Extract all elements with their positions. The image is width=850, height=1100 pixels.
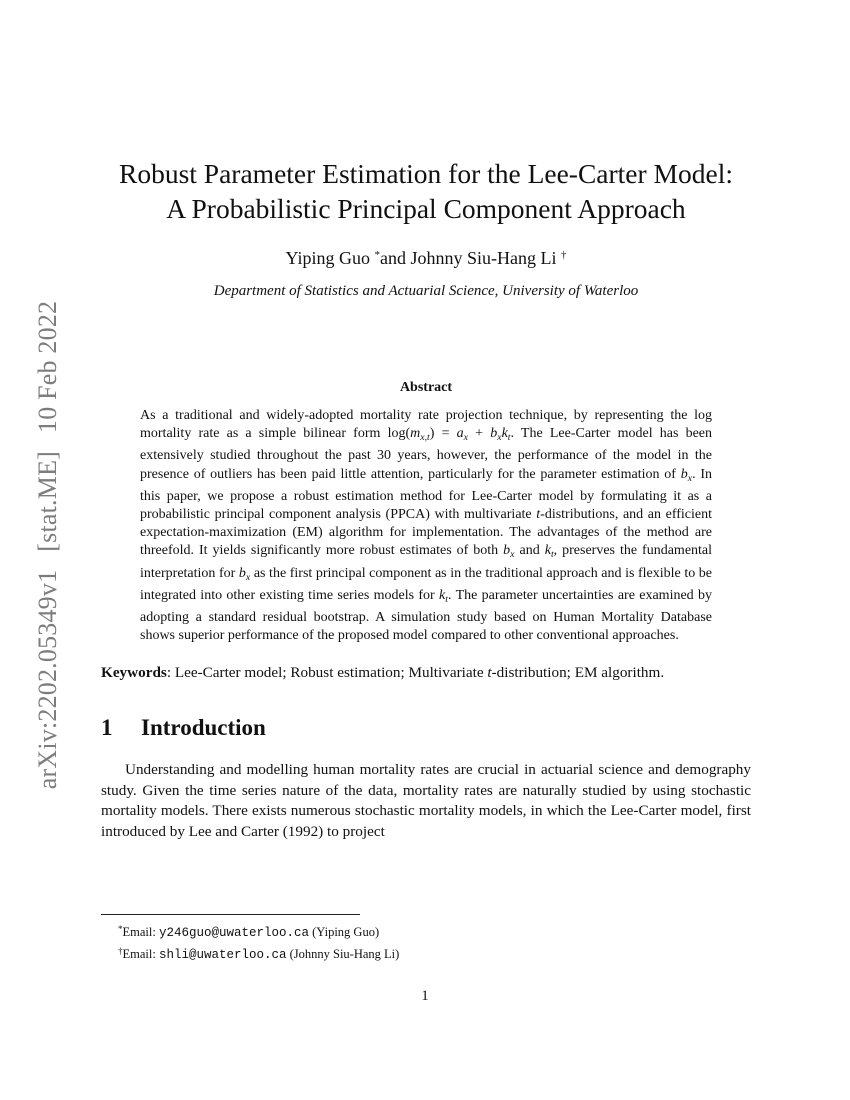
author-1: Yiping Guo (285, 248, 370, 268)
section-title: Introduction (141, 715, 266, 741)
author-2: Johnny Siu-Hang Li (410, 248, 557, 268)
affiliation: Department of Statistics and Actuarial Science, University of Waterloo (213, 283, 639, 299)
footnote-1-email: y246guo@uwaterloo.ca (158, 926, 309, 940)
symbol-t: t (536, 507, 541, 523)
footnote-1-label: Email: (122, 925, 159, 939)
keywords (101, 663, 751, 683)
footnote-2-email: shli@uwaterloo.ca (158, 948, 287, 962)
footnote-1-name: (Yiping Guo) (308, 925, 380, 939)
abstract-heading: Abstract (399, 380, 453, 395)
author-2-footnote-mark: † (561, 249, 567, 261)
abstract-text-4: -distributions, and an efficient expectation-maximization (EM) algorithm for implementation. The advantages of the method are threefold. It yields significantly more robust estimates of both (140, 507, 713, 559)
symbol-kt: $k_t$ (439, 587, 448, 605)
symbol-t: t (487, 664, 492, 682)
footnote-divider (101, 914, 360, 915)
arxiv-identifier-stamp (33, 301, 63, 789)
equation-lee-carter: $\log(m_{x,t}) = a_x + b_xk_t$ (387, 426, 511, 444)
footnote-2-mark: † (118, 946, 123, 956)
abstract-text-2: . The Lee-Carter model has been extensively studied throughout the past 30 years, however, the performance of the model in the presence of outliers has been paid little attention, particularly for the parameter estimation of (140, 426, 713, 482)
section-number: 1 (101, 715, 113, 741)
paper-page (101, 150, 751, 842)
footnote-2-label: Email: (122, 947, 159, 961)
symbol-bx: $b_x$ (238, 565, 251, 583)
abstract-text-6: , preserves the fundamental interpretation for (140, 543, 713, 581)
arxiv-id: arXiv:2202.05349v1 (33, 569, 62, 790)
title-line-1: Robust Parameter Estimation for the Lee-Carter Model: (119, 158, 733, 189)
paper-title (101, 156, 751, 226)
abstract-body (140, 407, 712, 645)
symbol-kt: $k_t$ (544, 543, 554, 561)
author-1-footnote-mark: * (374, 249, 380, 261)
section-heading-introduction (101, 715, 751, 741)
abstract-text-1: As a traditional and widely-adopted mortality rate projection technique, by representing the log mortality rate as a simple bilinear form (140, 408, 712, 442)
symbol-bx: $b_x$ (680, 466, 693, 484)
arxiv-category: [stat.ME] (33, 450, 62, 552)
symbol-bx: $b_x$ (503, 543, 515, 561)
footnote-1-mark: * (118, 924, 123, 934)
keywords-text-2: -distribution; EM algorithm. (491, 664, 665, 682)
footnote-1 (118, 920, 399, 942)
keywords-label: Keywords (101, 664, 167, 682)
introduction-paragraph: Understanding and modelling human mortality rates are crucial in actuarial science and demography study. Given the time series nature of the data, mortality rates are naturally studied by using stochastic mortality models. There exists numerous stochastic mortality models, in which the Lee-Carter model, first introduced by Lee and Carter (1992) to project (101, 761, 751, 840)
abstract-text-7: as the first principal component as in the traditional approach and is flexible to be integrated into other existing time series models for (140, 565, 713, 603)
footnote-2-name: (Johnny Siu-Hang Li) (286, 947, 400, 961)
title-line-2: A Probabilistic Principal Component Approach (166, 193, 686, 224)
keywords-text-1: : Lee-Carter model; Robust estimation; Multivariate (166, 664, 484, 682)
author-conjunction: and (380, 248, 406, 268)
page-number: 1 (421, 988, 429, 1004)
abstract-text-5: and (519, 543, 540, 559)
abstract-text-8: . The parameter uncertainties are examined by adopting a standard residual bootstrap. A simulation study based on Human Mortality Database shows superior performance of the proposed model compared to other conventional approaches. (140, 587, 713, 644)
footnotes (118, 920, 399, 964)
abstract-text-3: . In this paper, we propose a robust estimation method for Lee-Carter model by formulating it as a probabilistic principal component analysis (PPCA) with multivariate (140, 466, 712, 523)
arxiv-date: 10 Feb 2022 (33, 300, 62, 433)
author-list (101, 248, 751, 269)
footnote-2 (118, 942, 399, 964)
